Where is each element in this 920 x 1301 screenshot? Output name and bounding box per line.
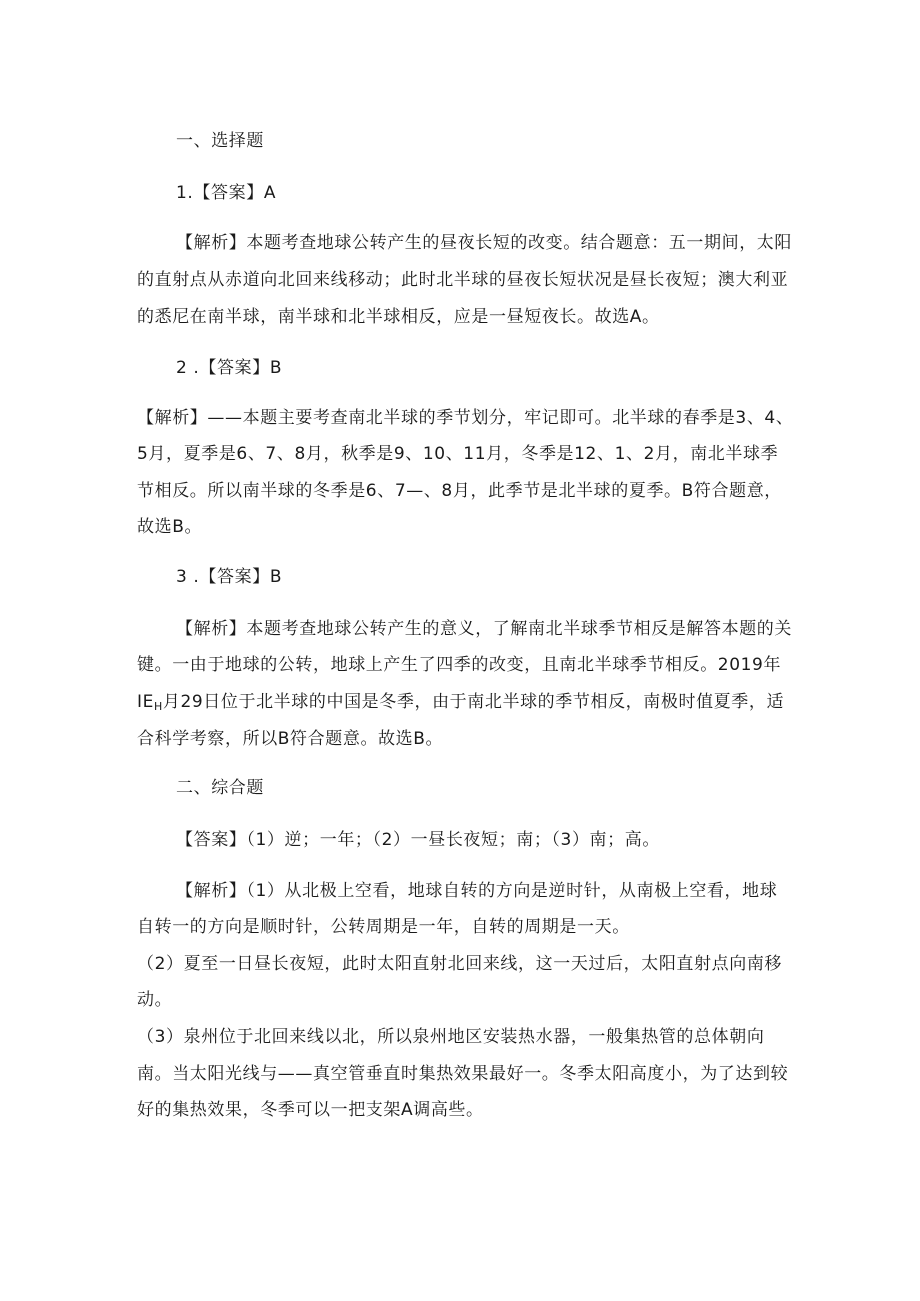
q2-analysis-line-2: 5月，夏季是6、7、8月，秋季是9、10、11月，冬季是12、1、2月，南北半球季 bbox=[137, 444, 779, 464]
q3-line3-subscript: H bbox=[153, 700, 163, 713]
comprehensive-analysis-line-1: 【解析】（1）从北极上空看，地球自转的方向是逆时针，从南极上空看，地球 bbox=[176, 881, 778, 901]
q3-line3-prefix: IE bbox=[137, 692, 154, 712]
q1-analysis-line-1: 【解析】本题考查地球公转产生的昼夜长短的改变。结合题意：五一期间，太阳 bbox=[176, 233, 792, 253]
q1-answer: 1.【答案】A bbox=[176, 183, 277, 203]
q3-analysis-line-1: 【解析】本题考查地球公转产生的意义，了解南北半球季节相反是解答本题的关 bbox=[176, 619, 792, 639]
comprehensive-answer: 【答案】（1）逆；一年；（2）一昼长夜短；南；（3）南；高。 bbox=[176, 830, 660, 850]
q3-answer: 3 .【答案】B bbox=[176, 567, 283, 587]
q2-analysis-line-3: 节相反。所以南半球的冬季是6、7—、8月，此季节是北半球的夏季。B符合题意， bbox=[137, 481, 782, 501]
comprehensive-analysis-line-6: 南。当太阳光线与——真空管垂直时集热效果最好一。冬季太阳高度小，为了达到较 bbox=[137, 1064, 789, 1084]
q2-analysis-line-1: 【解析】——本题主要考查南北半球的季节划分，牢记即可。北半球的春季是3、4、 bbox=[137, 408, 794, 428]
section-heading-choice: 一、选择题 bbox=[176, 131, 264, 151]
q3-analysis-line-4: 合科学考察，所以B符合题意。故选B。 bbox=[137, 729, 444, 749]
comprehensive-analysis-line-4: 动。 bbox=[137, 990, 173, 1010]
comprehensive-analysis-line-7: 好的集热效果，冬季可以一把支架A调高些。 bbox=[137, 1100, 484, 1120]
comprehensive-analysis-line-3: （2）夏至一日昼长夜短，此时太阳直射北回来线，这一天过后，太阳直射点向南移 bbox=[137, 954, 783, 974]
comprehensive-analysis-line-5: （3）泉州位于北回来线以北，所以泉州地区安装热水器，一般集热管的总体朝向 bbox=[137, 1027, 765, 1047]
section-heading-comprehensive: 二、综合题 bbox=[176, 778, 264, 798]
q1-analysis-line-2: 的直射点从赤道向北回来线移动；此时北半球的昼夜长短状况是昼长夜短；澳大利亚 bbox=[137, 270, 789, 290]
q2-answer: 2 .【答案】B bbox=[176, 358, 283, 378]
q3-analysis-line-2: 键。一由于地球的公转，地球上产生了四季的改变，且南北半球季节相反。2019年 bbox=[137, 655, 782, 675]
q3-line3-text: 月29日位于北半球的中国是冬季，由于南北半球的季节相反，南极时值夏季，适 bbox=[162, 692, 785, 712]
q3-analysis-line-3 bbox=[137, 690, 784, 714]
q2-analysis-line-4: 故选B。 bbox=[137, 517, 203, 537]
comprehensive-analysis-line-2: 自转一的方向是顺时针，公转周期是一年，自转的周期是一天。 bbox=[137, 917, 630, 937]
q1-analysis-line-3: 的悉尼在南半球，南半球和北半球相反，应是一昼短夜长。故选A。 bbox=[137, 307, 660, 327]
